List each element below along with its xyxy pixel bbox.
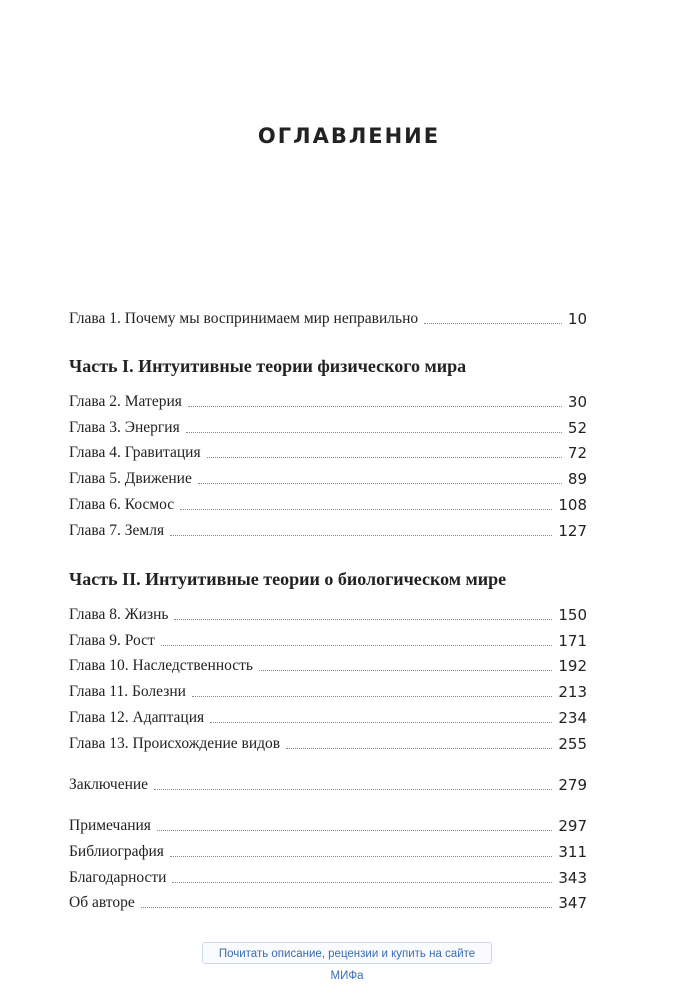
toc-entry-acknowledgements xyxy=(69,867,587,889)
dot-leader xyxy=(174,619,552,620)
toc-entry-page: 30 xyxy=(567,393,587,411)
toc-entry-title: Глава 1. Почему мы воспринимаем мир неправильно xyxy=(69,310,419,327)
toc-entry xyxy=(69,442,587,464)
toc-entry-title: Глава 6. Космос xyxy=(69,496,175,513)
toc-entry xyxy=(69,681,587,703)
dot-leader xyxy=(188,406,562,407)
toc-entry-page: 89 xyxy=(567,470,587,488)
dot-leader xyxy=(180,509,552,510)
toc-entry-page: 72 xyxy=(567,444,587,462)
toc-entry-title: Глава 3. Энергия xyxy=(69,419,180,436)
dot-leader xyxy=(210,722,552,723)
toc-entry-title: Об авторе xyxy=(69,894,135,911)
toc-entry-title: Благодарности xyxy=(69,869,167,886)
toc-entry-page: 171 xyxy=(558,632,587,650)
toc-entry-page: 52 xyxy=(567,419,587,437)
dot-leader xyxy=(424,323,562,324)
toc-entry-page: 279 xyxy=(558,776,587,794)
toc-entry-title: Глава 4. Гравитация xyxy=(69,444,201,461)
toc-entry xyxy=(69,417,587,439)
dot-leader xyxy=(154,789,552,790)
toc-entry-title: Глава 10. Наследственность xyxy=(69,657,253,674)
toc-entry-title: Примечания xyxy=(69,817,151,834)
toc-entry-page: 213 xyxy=(558,683,587,701)
part-2-heading: Часть II. Интуитивные теории о биологическом мире xyxy=(69,569,507,589)
toc-entry xyxy=(69,655,587,677)
dot-leader xyxy=(192,696,552,697)
dot-leader xyxy=(286,748,552,749)
toc-entry-page: 343 xyxy=(558,869,587,887)
toc-entry-notes xyxy=(69,815,587,837)
dot-leader xyxy=(259,670,552,671)
dot-leader xyxy=(207,457,562,458)
toc-entry-about-author xyxy=(69,892,587,914)
toc-entry-title: Библиография xyxy=(69,843,164,860)
dot-leader xyxy=(172,882,552,883)
toc-entry-page: 297 xyxy=(558,817,587,835)
toc-entry-title: Глава 13. Происхождение видов xyxy=(69,735,281,752)
toc-entry-page: 192 xyxy=(558,657,587,675)
toc-entry xyxy=(69,604,587,626)
toc-entry-title: Глава 5. Движение xyxy=(69,470,192,487)
buy-link[interactable]: Почитать описание, рецензии и купить на сайте МИФа xyxy=(202,942,492,964)
toc-entry-page: 108 xyxy=(558,496,587,514)
toc-entry-title: Глава 2. Материя xyxy=(69,393,182,410)
toc-entry-page: 311 xyxy=(558,843,587,861)
dot-leader xyxy=(186,432,562,433)
dot-leader xyxy=(157,830,552,831)
toc-entry-page: 234 xyxy=(558,709,587,727)
toc-entry-conclusion xyxy=(69,774,587,796)
dot-leader xyxy=(170,535,552,536)
toc-entry-page: 150 xyxy=(558,606,587,624)
dot-leader xyxy=(161,645,553,646)
toc-entry xyxy=(69,468,587,490)
toc-entry xyxy=(69,391,587,413)
toc-entry-page: 255 xyxy=(558,735,587,753)
toc-entry xyxy=(69,630,587,652)
toc-entry-title: Глава 9. Рост xyxy=(69,632,155,649)
toc-entry xyxy=(69,733,587,755)
toc-entry-title: Глава 12. Адаптация xyxy=(69,709,205,726)
toc-entry xyxy=(69,520,587,542)
toc-entry-page: 347 xyxy=(558,894,587,912)
toc-entry-chapter-1 xyxy=(69,308,587,330)
page-title: ОГЛАВЛЕНИЕ xyxy=(257,124,441,148)
toc-entry-bibliography xyxy=(69,841,587,863)
toc-entry-title: Глава 7. Земля xyxy=(69,522,165,539)
toc-entry-title: Заключение xyxy=(69,776,149,793)
dot-leader xyxy=(170,856,552,857)
toc-entry-page: 127 xyxy=(558,522,587,540)
dot-leader xyxy=(141,907,553,908)
toc-entry xyxy=(69,707,587,729)
part-1-heading: Часть I. Интуитивные теории физического мира xyxy=(69,356,467,376)
toc-entry xyxy=(69,494,587,516)
toc-entry-title: Глава 11. Болезни xyxy=(69,683,186,700)
toc-entry-page: 10 xyxy=(567,310,587,328)
dot-leader xyxy=(198,483,562,484)
toc-entry-title: Глава 8. Жизнь xyxy=(69,606,169,623)
